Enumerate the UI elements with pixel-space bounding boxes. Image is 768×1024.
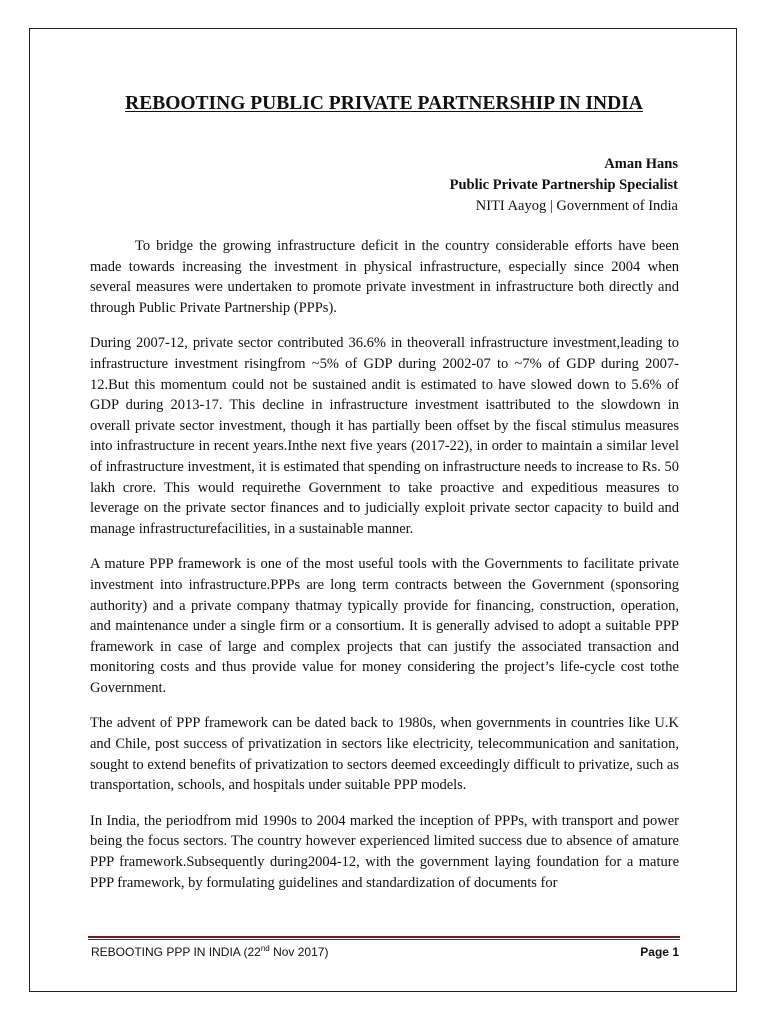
paragraph-3: A mature PPP framework is one of the most useful tools with the Governments to facilitate private investment into infrastructure.PPPs are long term contracts between the Government (sponsoring authority) and a private company thatmay typically provide for financing, construction, operation, and maintenance under a single firm or a consortium. It is generally advised to adopt a suitable PPP framework in case of large and complex projects that can justify the associated transaction and monitoring costs and thus provide value for money considering the project’s life-cycle cost tothe Government. <box>90 556 679 696</box>
page-number: Page 1 <box>640 945 679 959</box>
paragraph-1: To bridge the growing infrastructure deficit in the country considerable efforts have been made towards increasing the investment in physical infrastructure, especially since 2004 when several measures were undertaken to promote private investment in infrastructure both directly and through Public Private Partnership (PPPs). <box>90 238 679 316</box>
footer-title-sup: nd <box>260 944 270 953</box>
document-title <box>0 93 768 115</box>
author-block <box>450 154 678 217</box>
author-name: Aman Hans <box>604 156 678 172</box>
document-title-text: REBOOTING PUBLIC PRIVATE PARTNERSHIP IN INDIA <box>125 93 643 114</box>
paragraph-5: In India, the periodfrom mid 1990s to 2004 marked the inception of PPPs, with transport and power being the focus sectors. The country however experienced limited success due to absence of amature PPP framework.Subsequently during2004-12, with the government laying foundation for a mature PPP framework, by formulating guidelines and standardization of documents for <box>90 812 679 891</box>
paragraph-2: During 2007-12, private sector contributed 36.6% in theoverall infrastructure investment,leading to infrastructure investment risingfrom ~5% of GDP during 2002-07 to ~7% of GDP during 2007-12.But this momentum could not be sustained andit is estimated to have slowed down to 5.6% of GDP during 2013-17. This decline in infrastructure investment isattributed to the slowdown in overall private sector investment, though it has partially been offset by the fiscal stimulus measures into infrastructure in recent years.Inthe next five years (2017-22), in order to maintain a similar level of infrastructure investment, it is estimated that spending on infrastructure needs to increase to Rs. 50 lakh crore. This would requirethe Government to take proactive and expeditious measures to leverage on the private sector finances and to judicially exploit private sector capacity to build and manage infrastructurefacilities, in a sustainable manner. <box>90 335 679 537</box>
paragraph-4: The advent of PPP framework can be dated back to 1980s, when governments in countries like U.K and Chile, post success of privatization in sectors like electricity, telecommunication and sanitation, sought to extend benefits of privatization to sectors deemed exceedingly difficult to privatize, such as transportation, schools, and hospitals under suitable PPP models. <box>90 715 679 794</box>
footer-running-title <box>91 945 328 959</box>
author-role: Public Private Partnership Specialist <box>449 177 678 193</box>
author-affiliation: NITI Aayog | Government of India <box>475 198 678 214</box>
footer-title-suffix: Nov 2017) <box>269 945 329 959</box>
footer-title-prefix: REBOOTING PPP IN INDIA (22 <box>91 945 261 959</box>
footer-divider <box>88 936 680 940</box>
page-footer <box>91 945 679 959</box>
document-body <box>90 236 679 908</box>
